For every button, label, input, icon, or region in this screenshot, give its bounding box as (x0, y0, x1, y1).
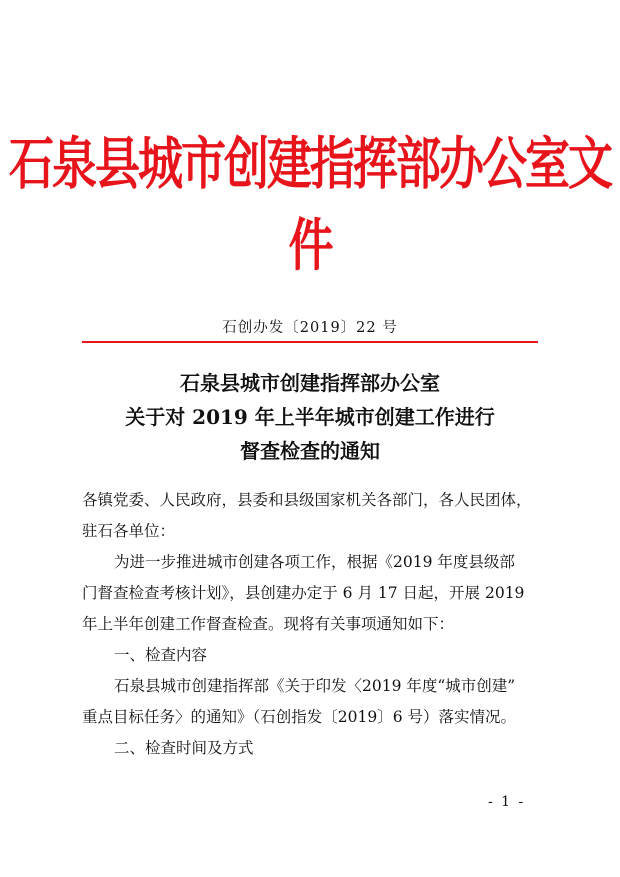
red-rule-divider (82, 341, 538, 343)
title-line-3: 督查检查的通知 (240, 439, 380, 463)
recipient-line-1: 各镇党委、人民政府，县委和县级国家机关各部门，各人民团体， (82, 491, 532, 509)
paragraph-1-line-1: 为进一步推进城市创建各项工作，根据《2019 年度县级部 (114, 553, 515, 571)
paragraph-2-line-2: 重点目标任务〉的通知》（石创指发〔2019〕6 号）落实情况。 (82, 708, 516, 726)
document-number: 石创办发〔2019〕22 号 (222, 320, 398, 336)
paragraph-1-line-3: 年上半年创建工作督查检查。现将有关事项通知如下： (82, 615, 455, 633)
page-number: - 1 - (488, 794, 526, 810)
section-heading-1: 一、检查内容 (114, 646, 208, 664)
paragraph-1-line-2: 门督查检查考核计划》，县创建办定于 6 月 17 日起，开展 2019 (82, 584, 525, 602)
title-line-1: 石泉县城市创建指挥部办公室 (180, 371, 440, 395)
paragraph-2-line-1: 石泉县城市创建指挥部《关于印发〈2019 年度“城市创建” (114, 677, 516, 695)
title-line-2: 关于对 2019 年上半年城市创建工作进行 (125, 405, 495, 429)
document-masthead: 石泉县城市创建指挥部办公室文件 (8, 130, 611, 278)
recipient-line-2: 驻石各单位： (82, 522, 176, 540)
section-heading-2: 二、检查时间及方式 (114, 739, 254, 757)
